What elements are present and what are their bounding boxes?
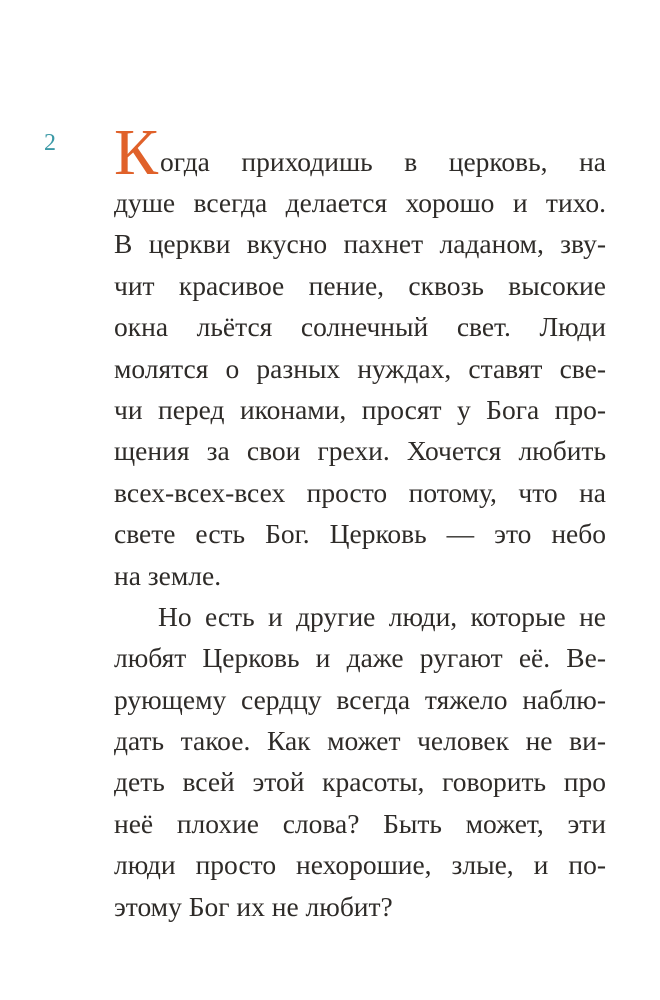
text-line: чи перед иконами, просят у Бога про- (114, 393, 606, 425)
text-line: щения за свои грехи. Хочется любить (114, 435, 606, 467)
first-line-text: огда приходишь в церковь, на (160, 146, 606, 177)
drop-cap: К (114, 116, 159, 189)
body-text (114, 100, 606, 927)
text-line: деть всей этой красоты, говорить про (114, 766, 606, 798)
text-line: чит красивое пение, сквозь высокие (114, 269, 606, 301)
text-line: дать такое. Как может человек не ви- (114, 725, 606, 757)
text-line: Но есть и другие люди, которые не (158, 600, 606, 632)
text-line: рующему сердцу всегда тяжело наблю- (114, 683, 606, 715)
paragraph-2 (114, 596, 606, 927)
text-line: В церкви вкусно пахнет ладаном, зву- (114, 228, 606, 260)
text-line: неё плохие слова? Быть может, эти (114, 807, 606, 839)
text-line: молятся о разных нуждах, ставят све- (114, 352, 606, 384)
text-line: всех-всех-всех просто потому, что на (114, 476, 606, 508)
text-line: люди просто нехорошие, злые, и по- (114, 849, 606, 881)
paragraph-1 (114, 100, 606, 596)
text-line: окна льётся солнечный свет. Люди (114, 311, 606, 343)
text-line: на земле. (114, 559, 222, 591)
text-line: любят Церковь и даже ругают её. Ве- (114, 642, 606, 674)
first-line (114, 100, 606, 189)
page-number: 2 (44, 130, 56, 156)
text-line: душе всегда делается хорошо и тихо. (114, 187, 606, 218)
text-line: свете есть Бог. Церковь — это небо (114, 518, 606, 550)
text-line: этому Бог их не любит? (114, 890, 393, 922)
